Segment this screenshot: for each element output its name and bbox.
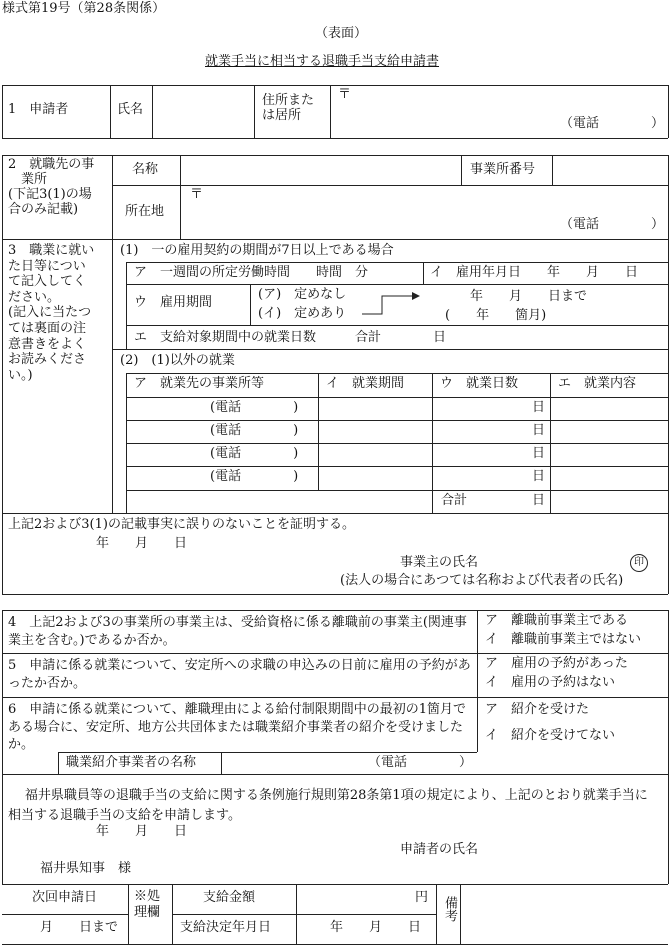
postal-mark: 〒 (338, 87, 352, 102)
page-title: 就業手当に相当する退職手当支給申請書 (205, 54, 440, 69)
decision-date-label: 支給決定年月日 (180, 920, 272, 935)
declaration-text: 福井県職員等の退職手当の支給に関する条例施行規則第28条第1項の規定により、上記のとおり就業手当に相当する退職手当の支給を申請します。 (8, 788, 648, 824)
work-days: エ 支給対象期間中の就業日数 合計 日 (134, 330, 447, 345)
applicant-label: 1 申請者 (8, 102, 69, 117)
period-months: ( 年 箇月) (445, 308, 547, 323)
applicant-name-label: 氏名 (117, 102, 144, 117)
col-head-period: イ 就業期間 (326, 376, 405, 391)
s5-question: 5 申請に係る就業について、安定所への求職の申込みの日前に雇用の予約があったか否か。 (8, 658, 471, 691)
office-number-label: 事業所番号 (470, 162, 536, 177)
table-row-phone: (電話 ) (210, 446, 299, 461)
col-head-days: ウ 就業日数 (440, 376, 519, 391)
location-label: 所在地 (125, 204, 165, 219)
processing-label: ※処理欄 (134, 889, 161, 920)
arrow-icon (360, 290, 424, 322)
certification-date: 年 月 日 (96, 536, 188, 551)
table-row-days: 日 (532, 469, 546, 484)
corporate-note: (法人の場合にあつては名称および代表者の氏名) (340, 573, 624, 588)
side-label: （表面） (315, 26, 368, 41)
s6-option-a: ア 紹介を受けた (485, 702, 590, 717)
next-application-label: 次回申請日 (32, 890, 98, 905)
employment-label: 3 職業に就い た日等につい て記入してく ださい。 (記入に当たつ ては裏面の注 意書きをよく お読みくださ い。) (8, 243, 95, 383)
weekly-hours: ア 一週間の所定労働時間 時間 分 (134, 265, 369, 280)
s4-option-b: イ 離職前事業主ではない (485, 632, 642, 647)
next-application-until: 月 日まで (40, 920, 119, 935)
s6-option-b: イ 紹介を受けてない (485, 728, 616, 743)
applicant-signature-label: 申請者の氏名 (400, 842, 479, 857)
governor-address: 福井県知事 様 (40, 861, 132, 876)
period-none: (ア) 定めなし (258, 287, 347, 302)
hire-date: イ 雇用年月日 年 月 日 (430, 265, 639, 280)
employment-period-label: ウ 雇用期間 (134, 295, 213, 310)
table-row-phone: (電話 ) (210, 469, 299, 484)
contract-heading: (1) 一の雇用契約の期間が7日以上である場合 (120, 243, 394, 258)
address-label: 住所また は居所 (262, 93, 315, 123)
agency-phone: （電話 ） (368, 755, 473, 770)
table-row-days: 日 (532, 400, 546, 415)
col-head-content: エ 就業内容 (558, 376, 637, 391)
payment-amount-label: 支給金額 (203, 890, 256, 905)
certification-text: 上記2および3(1)の記載事実に誤りのないことを証明する。 (8, 517, 355, 532)
period-until: 年 月 日まで (470, 289, 588, 304)
employer-postal-mark: 〒 (190, 187, 204, 202)
applicant-phone: （電話 ） (560, 116, 665, 131)
s6-question: 6 申請に係る就業について、離職理由による給付制限期間中の最初の1箇月である場合に、安定所、地方公共団体または職業紹介事業者の紹介を受けましたか。 (8, 702, 467, 753)
total-unit: 日 (532, 493, 546, 508)
declaration-date: 年 月 日 (96, 824, 188, 839)
seal-mark: 印 (630, 554, 648, 572)
yen-unit: 円 (415, 890, 429, 905)
employer-label: 2 就職先の事 業所 (下記3(1)の場 合のみ記載) (8, 157, 95, 217)
remarks-label: 備考 (441, 896, 457, 922)
employer-name-label: 事業主の氏名 (400, 555, 479, 570)
table-row-phone: (電話 ) (210, 400, 299, 415)
form-number: 様式第19号（第28条関係） (2, 1, 166, 16)
table-row-phone: (電話 ) (210, 423, 299, 438)
s4-option-a: ア 離職前事業主である (485, 613, 629, 628)
other-work-heading: (2) (1)以外の就業 (120, 353, 235, 368)
decision-date-value: 年 月 日 (330, 920, 422, 935)
agency-name-label: 職業紹介事業者の名称 (66, 755, 197, 770)
period-fixed: (イ) 定めあり (258, 306, 347, 321)
s5-option-b: イ 雇用の予約はない (485, 675, 616, 690)
table-row-days: 日 (532, 423, 546, 438)
total-label: 合計 (441, 493, 468, 508)
employer-name-label: 名称 (132, 162, 159, 177)
table-row-days: 日 (532, 446, 546, 461)
col-head-workplace: ア 就業先の事業所等 (134, 376, 265, 391)
employer-phone: （電話 ） (560, 217, 665, 232)
s5-option-a: ア 雇用の予約があった (485, 656, 628, 671)
s4-question: 4 上記2および3の事業所の事業主は、受給資格に係る離職前の事業主(関連事業主を含む。)であるか否か。 (8, 615, 467, 648)
